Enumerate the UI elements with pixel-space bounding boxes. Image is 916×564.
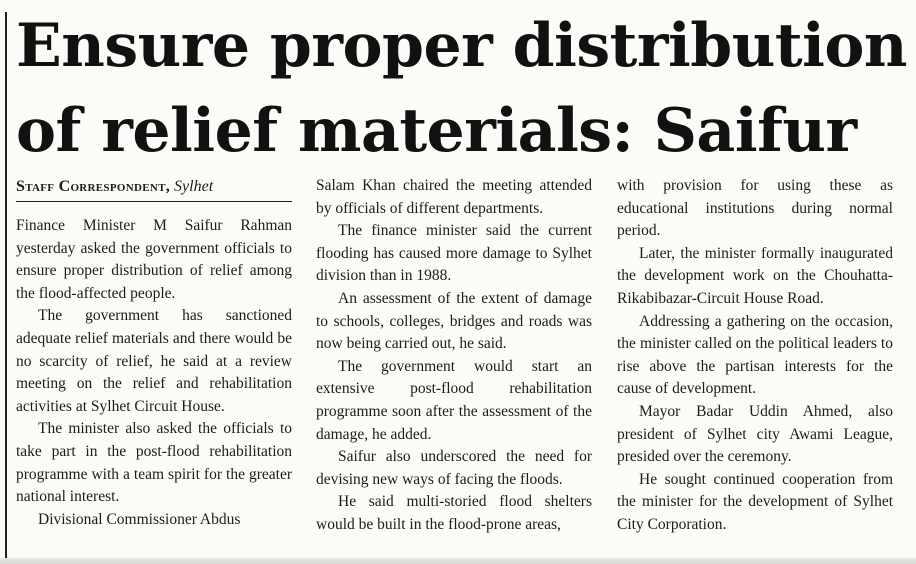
paragraph: The minister also asked the officials to take part in the post-flood rehabilitation programme with a team spirit for the greater national interest. [16, 420, 292, 506]
paragraph: The finance minister said the current flooding has caused more damage to Sylhet division than in 1988. [316, 222, 592, 285]
paragraph: Addressing a gathering on the occasion, the minister called on the political leaders to rise above the partisan interests for the cause of development. [617, 312, 893, 398]
paragraph-continued: Salam Khan chaired the meeting attended by officials of different departments. [316, 177, 592, 217]
paragraph-continued: with provision for using these as educational institutions during normal period. [617, 177, 893, 240]
headline-line-1: Ensure proper distribution [16, 11, 908, 81]
byline-location: Sylhet [174, 178, 214, 195]
byline [16, 177, 292, 202]
paragraph: He said multi-storied flood shelters would be built in the flood-prone areas, [316, 493, 592, 533]
article-column-3 [617, 175, 893, 537]
paragraph: The government has sanctioned adequate relief materials and there would be no scarcity of relief, he said at a review meeting on the relief and rehabilitation activities at Sylhet Circuit House. [16, 307, 292, 415]
article-headline [16, 4, 912, 174]
article-column-1 [16, 175, 292, 531]
paragraph: An assessment of the extent of damage to schools, colleges, bridges and roads was now being carried out, he said. [316, 289, 592, 353]
paragraph: Divisional Commissioner Abdus [38, 510, 241, 528]
byline-author: Staff Correspondent, [16, 178, 171, 195]
article-column-2 [316, 175, 592, 537]
paragraph: Saifur also underscored the need for devising new ways of facing the floods. [316, 448, 592, 488]
paragraph: Later, the minister formally inaugurated the development work on the Chouhatta-Rikabibazar-Circuit House Road. [617, 244, 893, 307]
paragraph: Mayor Badar Uddin Ahmed, also president of Sylhet city Awami League, presided over the ceremony. [617, 402, 893, 466]
page-bottom-edge [0, 558, 916, 564]
headline-line-2: of relief materials: Saifur [16, 96, 857, 166]
paragraph: Finance Minister M Saifur Rahman yesterday asked the government officials to ensure proper distribution of relief among the flood-affected people. [16, 217, 292, 302]
left-column-rule [5, 12, 7, 564]
paragraph: The government would start an extensive post-flood rehabilitation programme soon after the assessment of the damage, he added. [316, 357, 592, 443]
paragraph: He sought continued cooperation from the minister for the development of Sylhet City Corporation. [617, 470, 893, 533]
